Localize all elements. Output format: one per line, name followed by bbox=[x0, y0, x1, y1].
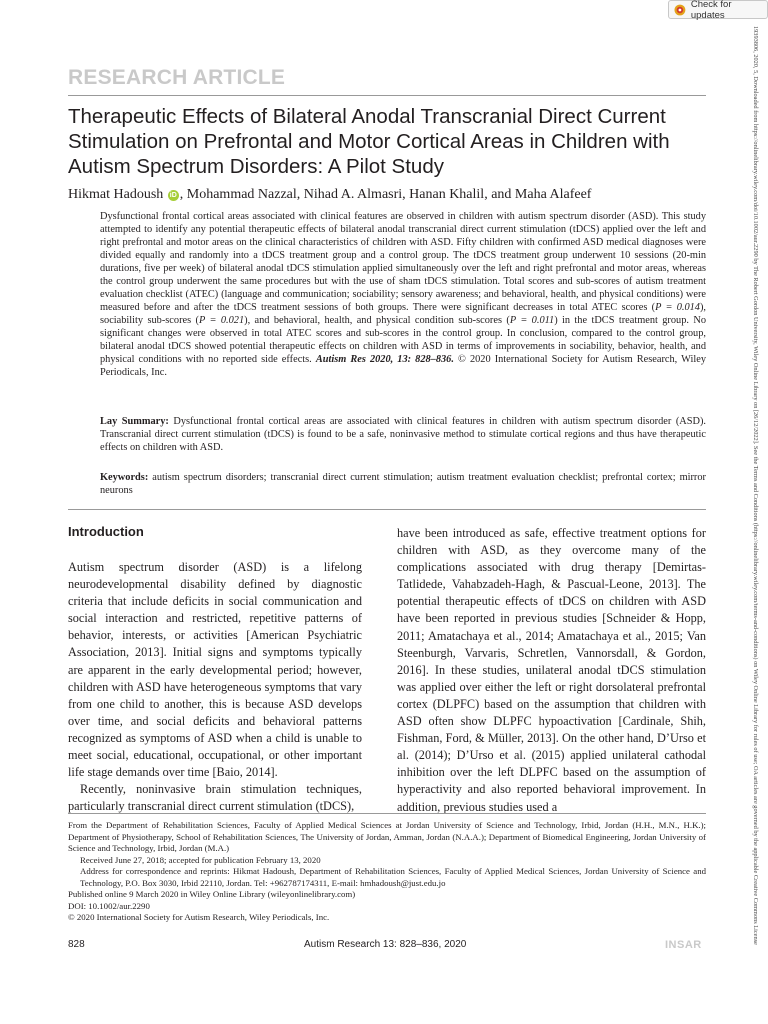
affiliation-text: From the Department of Rehabilitation Sciences, Faculty of Applied Medical Sciences at Jordan University of Science and Technology, Irbid, Jordan (H.H., M.N., H.K.); Department of Physiotherapy, School of Rehabilitation Sciences, The University of Jordan, Amman, Jordan (N.A.A.); Department of Biomedical Engineering, Jordan University of Science and Technology, Irbid, Jordan (M.A.) bbox=[68, 820, 706, 853]
keywords-text: autism spectrum disorders; transcranial direct current stimulation; autism treatment evaluation checklist; prefrontal cortex; mirror neurons bbox=[100, 472, 706, 496]
crossmark-icon bbox=[674, 4, 686, 16]
header-rule bbox=[68, 95, 706, 96]
page-number: 828 bbox=[68, 939, 85, 950]
co-authors: , Mohammad Nazzal, Nihad A. Almasri, Hanan Khalil, and Maha Alafeef bbox=[179, 187, 592, 202]
footnote-rule bbox=[68, 813, 706, 814]
affiliations bbox=[68, 820, 706, 924]
article-title: Therapeutic Effects of Bilateral Anodal Transcranial Direct Current Stimulation on Prefrontal and Motor Cortical Areas in Children with Autism Spectrum Disorders: A Pilot Study bbox=[68, 105, 670, 178]
first-author: Hikmat Hadoush bbox=[68, 187, 164, 202]
lay-summary-text: Dysfunctional frontal cortical areas are associated with clinical features in children with autism spectrum disorder (ASD). Transcranial direct current stimulation (tDCS) is found to be a safe, noninvasive method to stimulate cortical regions and thus have therapeutic effects on children with ASD. bbox=[100, 416, 706, 453]
orcid-icon[interactable]: iD bbox=[169, 192, 177, 199]
introduction-heading: Introduction bbox=[68, 524, 144, 539]
paragraph: Autism spectrum disorder (ASD) is a lifelong neurodevelopmental disability defined by diagnostic criteria that include deficits in social communication and social interaction and restricted, repetitive patterns of behavior, interests, or activities [American Psychiatric Association, 2013]. Initial signs and symptoms typically are apparent in the early developmental period; however, children with ASD have heterogeneous symptoms that vary from one child to another, this is because ASD develops over time, and social deficits and behavioral patterns recognized as symptoms of ASD when a child is unable to meet social, educational, occupational, or other important life stage demands over time [Baio, 2014]. bbox=[68, 560, 362, 780]
paragraph: Recently, noninvasive brain stimulation techniques, particularly transcranial direct current stimulation (tDCS), bbox=[68, 782, 362, 814]
download-notice: 19393806, 2020, 5, Downloaded from https://onlinelibrary.wiley.com/doi/10.1002/aur.2290 by The Robert Gordon University, Wiley Online Library on [26/12/2022]. See the Terms and Conditions (https://onlinelibrary.wiley.com/terms-and-conditions) on Wiley Online Library for rules of use; OA articles are governed by the applicable Creative Commons License bbox=[752, 26, 759, 945]
paragraph: have been introduced as safe, effective treatment options for children with ASD, as they overcome many of the complications associated with drug therapy [Demirtas-Tatlidede, Vahabzadeh-Hagh, & Pascual-Leone, 2013]. The potential therapeutic effects of tDCS on children with ASD have been reported in previous studies [Schneider & Hopp, 2011; Amatachaya et al., 2014; Amatachaya et al., 2015; Van Steenburgh, Varvaris, Schretlen, Vannorsdall, & Gordon, 2016]. In these studies, unilateral anodal tDCS stimulation was applied over either the left or right dorsolateral prefrontal cortex (DLPFC) based on the assumption that children with ASD often show DLPFC hypoactivation [Cardinale, Shih, Fishman, Ford, & Müller, 2013]. On the other hand, D’Urso et al. (2014); D’Urso et al. (2015) applied unilateral cathodal inhibition over the left DLPFC based on the assumption of hyperactivity and also reported behavioral improvement. In addition, previous studies used a bbox=[397, 526, 706, 814]
copyright-notice: © 2020 International Society for Autism Research, Wiley Periodicals, Inc. bbox=[68, 912, 330, 922]
p-value: P = 0.021 bbox=[198, 315, 245, 326]
p-value: P = 0.014 bbox=[655, 302, 700, 313]
published-online: Published online 9 March 2020 in Wiley Online Library (wileyonlinelibrary.com) bbox=[68, 889, 356, 899]
author-list bbox=[68, 187, 591, 203]
insar-logo: INSAR bbox=[665, 939, 702, 951]
received-dates: Received June 27, 2018; accepted for publication February 13, 2020 bbox=[80, 854, 321, 865]
abstract-text: ), and behavioral, health, and physical condition sub-scores ( bbox=[244, 315, 510, 326]
journal-citation: Autism Research 13: 828–836, 2020 bbox=[304, 939, 467, 950]
abstract-citation: Autism Res 2020, 13: 828–836. bbox=[315, 354, 454, 365]
keywords bbox=[100, 471, 706, 497]
keywords-label: Keywords: bbox=[100, 472, 149, 483]
correspondence-address: Address for correspondence and reprints: Hikmat Hadoush, Department of Rehabilitation Sciences, Faculty of Applied Medical Sciences, Jordan University of Science and Technology, P.O. Box 3030, Irbid 22110, Jordan. Tel: +962787174311, E-mail: hmhadoush@just.edu.jo bbox=[80, 866, 706, 888]
abstract-copyright: © 2020 International Society for Autism Research, Wiley Periodicals, Inc. bbox=[100, 354, 707, 378]
check-for-updates-button[interactable] bbox=[668, 0, 768, 19]
left-column bbox=[68, 559, 362, 815]
p-value: P = 0.011 bbox=[509, 315, 555, 326]
lay-summary bbox=[100, 415, 706, 454]
abstract-text: ) in the tDCS treatment group. No significant changes were observed in total ATEC scores and sub-scores in the control group. In conclusion, compared to the control group, bilateral anodal tDCS showed potential therapeutic effects on children with ASD in terms of improvements in sociability, behavior, health, and physical conditions with no reported side effects. bbox=[100, 315, 707, 365]
article-type: RESEARCH ARTICLE bbox=[68, 66, 286, 89]
check-for-updates-label: Check for updates bbox=[690, 0, 732, 21]
lay-summary-label: Lay Summary: bbox=[100, 416, 169, 427]
section-rule bbox=[68, 509, 706, 510]
right-column bbox=[397, 525, 706, 816]
abstract-text: Dysfunctional frontal cortical areas associated with clinical features are observed in children with autism spectrum disorder (ASD). This study attempted to identify any potential therapeutic effects of bilateral anodal transcranial direct current stimulation (tDCS) applied over the left and right prefrontal and motor areas on the clinical characteristics of children with ASD. Fifty children with confirmed ASD medical diagnoses were divided equally and randomly into a tDCS treatment group and a control group. The tDCS treatment group underwent 10 sessions (20-min durations, five per week) of bilateral anodal tDCS stimulation applied simultaneously over the left and right prefrontal and motor areas, whereas the control group underwent the same procedures but with the use of sham tDCS stimulation. Total scores and sub-scores of autism treatment evaluation checklist (ATEC) (language and communication; sociability; sensory awareness; and behavioral, health, and physical conditions) were measured before and after the tDCS treatment sessions of both groups. There were significant decreases in total ATEC scores ( bbox=[100, 211, 706, 313]
doi: DOI: 10.1002/aur.2290 bbox=[68, 900, 150, 911]
abstract bbox=[100, 210, 706, 379]
abstract-text: ), sociability sub-scores ( bbox=[100, 302, 706, 326]
